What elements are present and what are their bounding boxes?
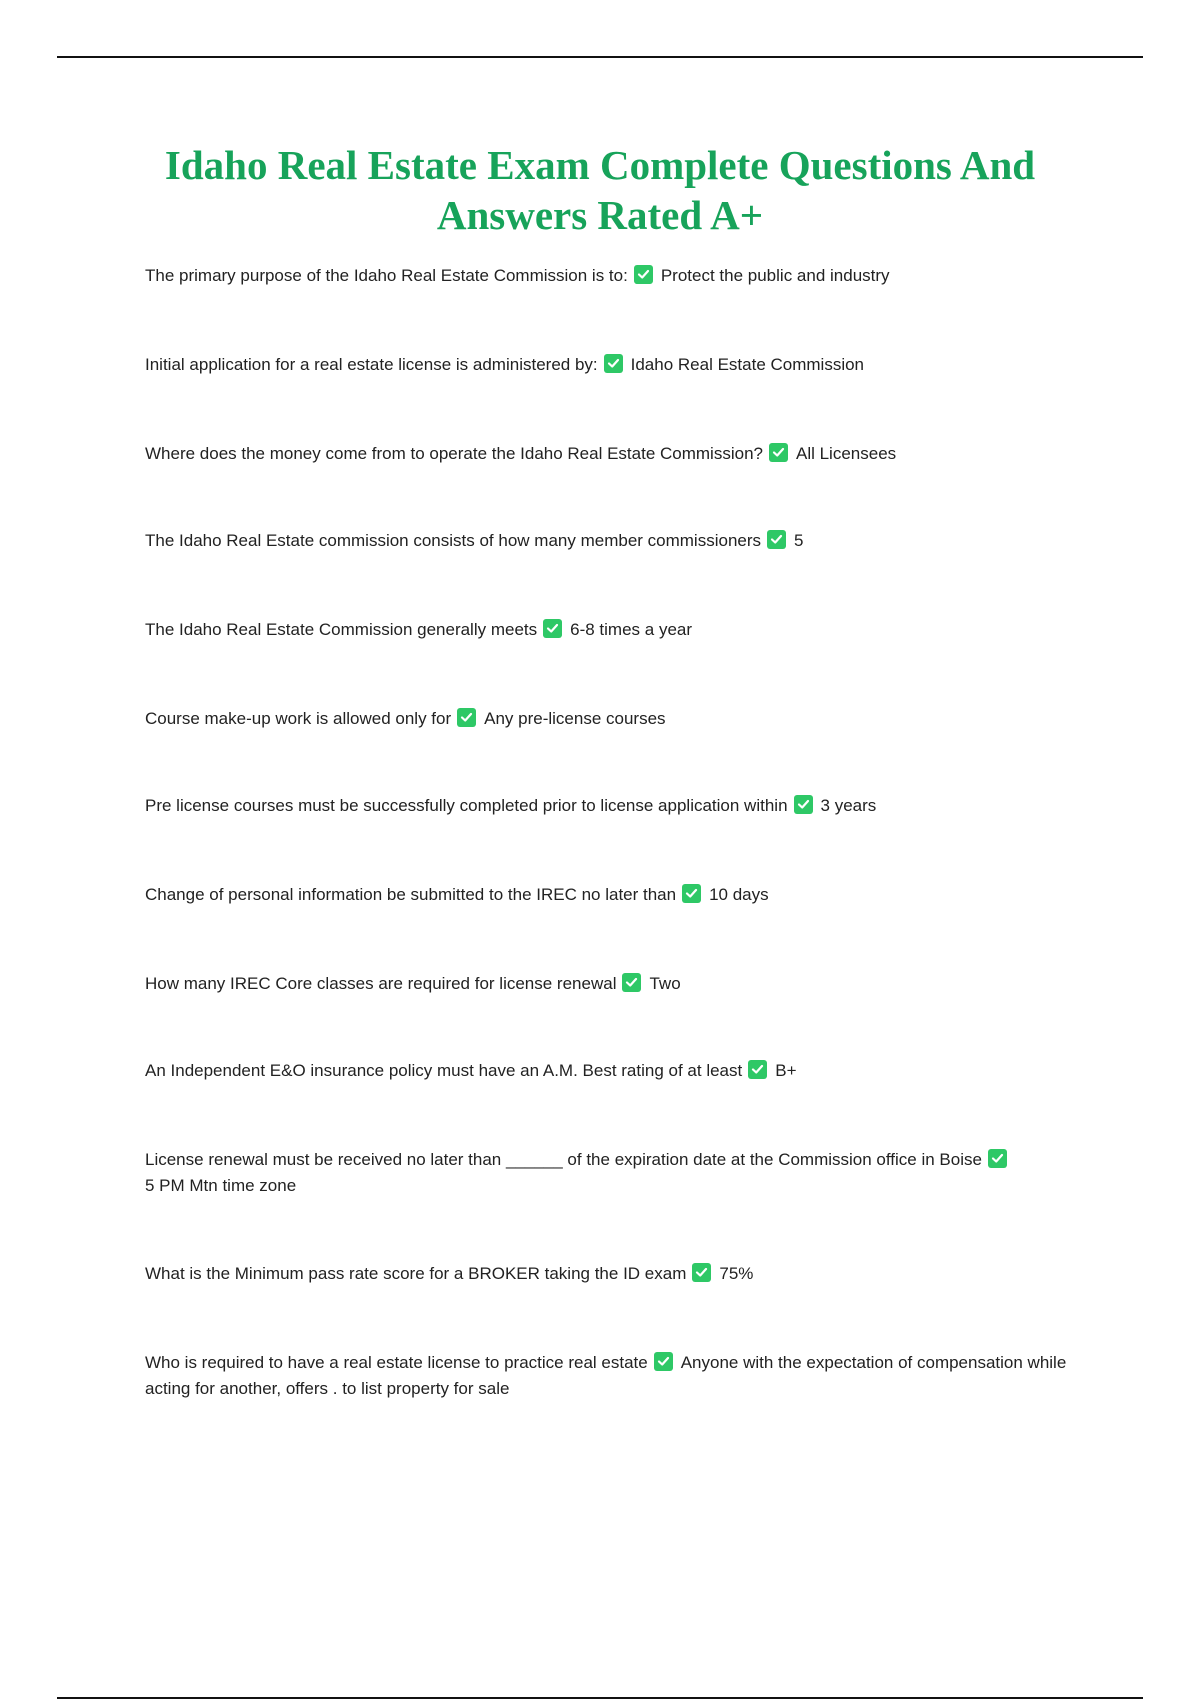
qa-item bbox=[145, 617, 1095, 643]
qa-item bbox=[145, 352, 1095, 378]
question-text: License renewal must be received no later than ______ of the expiration date at the Commission office in Boise bbox=[145, 1150, 982, 1169]
question-text: The Idaho Real Estate commission consists of how many member commissioners bbox=[145, 531, 762, 550]
check-mark-icon bbox=[622, 973, 641, 992]
question-text: Pre license courses must be successfully completed prior to license application within bbox=[145, 796, 788, 815]
question-text: How many IREC Core classes are required for license renewal bbox=[145, 974, 617, 993]
check-mark-icon bbox=[634, 265, 653, 284]
question-text: Where does the money come from to operate the Idaho Real Estate Commission? bbox=[145, 444, 763, 463]
answer-text: B+ bbox=[775, 1061, 797, 1080]
qa-item bbox=[145, 1261, 1095, 1287]
question-text: An Independent E&O insurance policy must have an A.M. Best rating of at least bbox=[145, 1061, 743, 1080]
qa-item bbox=[145, 441, 1095, 467]
question-text: The primary purpose of the Idaho Real Estate Commission is to: bbox=[145, 266, 628, 285]
answer-text: 75% bbox=[719, 1264, 754, 1283]
question-text: Initial application for a real estate license is administered by: bbox=[145, 355, 598, 374]
check-mark-icon bbox=[654, 1352, 673, 1371]
answer-text: Idaho Real Estate Commission bbox=[630, 355, 865, 374]
document-title: Idaho Real Estate Exam Complete Questions And Answers Rated A+ bbox=[164, 142, 1036, 238]
answer-text: Two bbox=[649, 974, 681, 993]
check-mark-icon bbox=[457, 708, 476, 727]
answer-text: 3 years bbox=[820, 796, 877, 815]
answer-text: 5 PM Mtn time zone bbox=[145, 1176, 297, 1195]
qa-item bbox=[145, 706, 1095, 732]
qa-item bbox=[145, 882, 1095, 908]
answer-text: 6-8 times a year bbox=[570, 620, 693, 639]
check-mark-icon bbox=[543, 619, 562, 638]
check-mark-icon bbox=[794, 795, 813, 814]
qa-item bbox=[145, 528, 1095, 554]
check-mark-icon bbox=[682, 884, 701, 903]
answer-text: 10 days bbox=[709, 885, 769, 904]
qa-item bbox=[145, 1147, 1095, 1199]
qa-item bbox=[145, 971, 1095, 997]
qa-item bbox=[145, 1350, 1095, 1402]
check-mark-icon bbox=[767, 530, 786, 549]
question-text: Change of personal information be submitted to the IREC no later than bbox=[145, 885, 677, 904]
answer-text: 5 bbox=[794, 531, 804, 550]
question-text: What is the Minimum pass rate score for a BROKER taking the ID exam bbox=[145, 1264, 687, 1283]
check-mark-icon bbox=[988, 1149, 1007, 1168]
qa-list bbox=[145, 0, 1095, 1700]
qa-item bbox=[145, 263, 1095, 289]
qa-item bbox=[145, 793, 1095, 819]
bottom-rule bbox=[57, 1697, 1143, 1699]
check-mark-icon bbox=[769, 443, 788, 462]
answer-text: Anyone with the expectation of compensation while acting for another, offers . to list property for sale bbox=[145, 1353, 1067, 1398]
question-text: Who is required to have a real estate license to practice real estate bbox=[145, 1353, 648, 1372]
qa-item bbox=[145, 1058, 1095, 1084]
check-mark-icon bbox=[692, 1263, 711, 1282]
answer-text: All Licensees bbox=[795, 444, 897, 463]
answer-text: Protect the public and industry bbox=[660, 266, 890, 285]
question-text: Course make-up work is allowed only for bbox=[145, 709, 452, 728]
check-mark-icon bbox=[604, 354, 623, 373]
answer-text: Any pre-license courses bbox=[484, 709, 666, 728]
check-mark-icon bbox=[748, 1060, 767, 1079]
question-text: The Idaho Real Estate Commission generally meets bbox=[145, 620, 538, 639]
